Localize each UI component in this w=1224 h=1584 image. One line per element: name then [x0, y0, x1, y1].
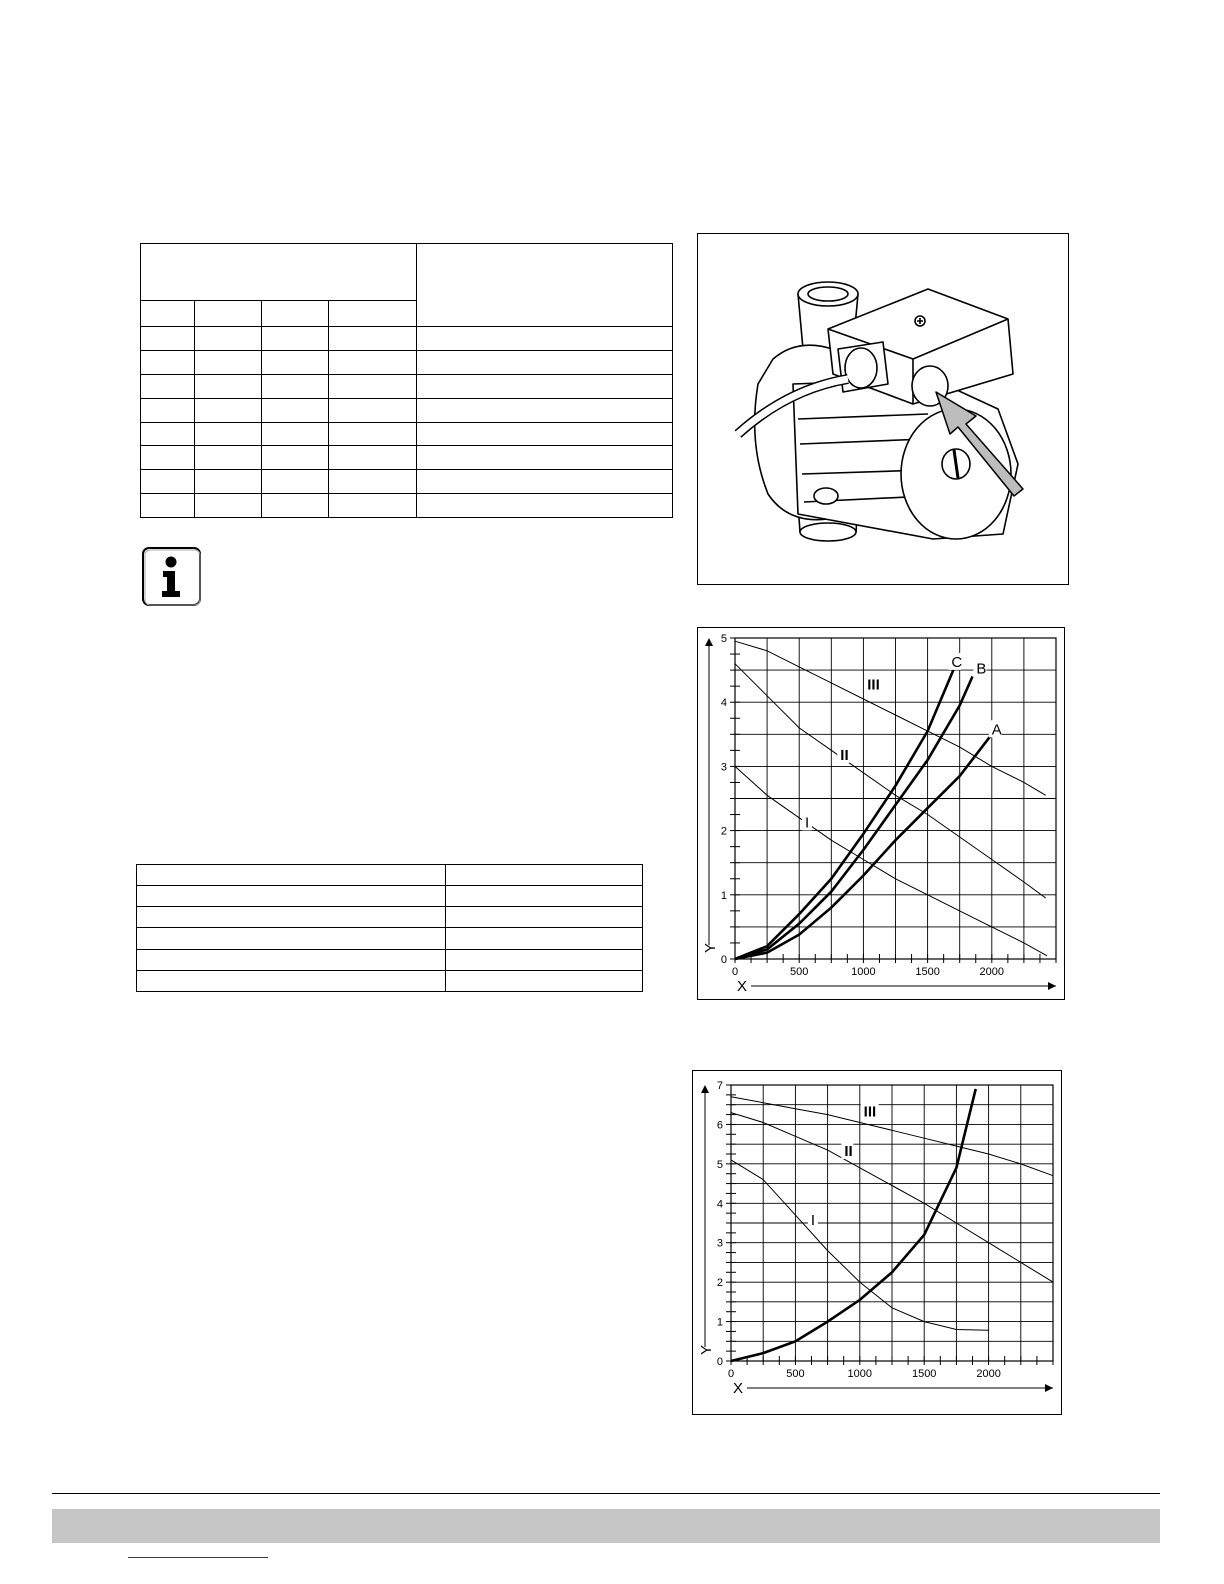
x-axis-arrowhead — [1045, 1384, 1053, 1392]
table-row — [141, 398, 673, 422]
curve-label-I: I — [804, 814, 810, 832]
table-row — [137, 928, 643, 949]
y-tick-label: 0 — [720, 954, 727, 966]
x-axis-arrowhead — [1048, 982, 1056, 990]
table-row — [141, 446, 673, 470]
y-tick-label: 1 — [720, 889, 727, 902]
pump-curve-I — [735, 766, 1047, 955]
y-tick-label: 2 — [720, 825, 727, 838]
curve-label-B: B — [976, 660, 987, 678]
y-tick-label: 5 — [716, 1158, 723, 1171]
y-tick-label: 5 — [720, 633, 727, 645]
pump-illustration — [698, 234, 1068, 584]
table-row — [137, 949, 643, 970]
table-row — [137, 865, 643, 886]
footer-bar — [52, 1509, 1160, 1543]
pump-curve-chart-1 — [698, 628, 1064, 999]
curve-label-A: A — [991, 721, 1002, 739]
x-tick-label: 1000 — [851, 966, 876, 978]
data-table — [136, 864, 643, 992]
table-row — [137, 886, 643, 907]
y-tick-label: 3 — [720, 761, 727, 774]
x-tick-label: 0 — [731, 966, 739, 978]
y-axis-arrowhead — [705, 638, 713, 646]
y-tick-label: 7 — [716, 1080, 723, 1092]
curve-label-III: III — [867, 676, 880, 694]
system-curve — [731, 1089, 976, 1361]
x-tick-label: 0 — [727, 1368, 735, 1380]
x-tick-label: 2000 — [979, 966, 1005, 978]
y-tick-label: 6 — [716, 1119, 723, 1132]
y-axis-label: Y — [702, 942, 719, 953]
footer-rule — [52, 1493, 1160, 1494]
x-tick-label: 1000 — [847, 1368, 873, 1380]
chart-frame-1 — [697, 627, 1065, 1000]
table-row — [141, 327, 673, 351]
curve-label-III: III — [863, 1103, 877, 1121]
table-row — [141, 470, 673, 494]
table-row — [141, 374, 673, 398]
pump-figure — [697, 233, 1069, 585]
footer-link-underline[interactable] — [128, 1557, 268, 1558]
x-tick-label: 500 — [786, 1368, 805, 1380]
y-tick-label: 4 — [720, 697, 727, 710]
table-row — [137, 907, 643, 928]
y-axis-arrowhead — [701, 1085, 709, 1093]
y-tick-label: 2 — [716, 1277, 723, 1290]
table-row — [141, 494, 673, 518]
curve-label-II: II — [840, 746, 849, 764]
table-subheader — [328, 301, 417, 327]
table-header-left — [141, 244, 417, 301]
y-tick-label: 4 — [716, 1198, 723, 1211]
table-row — [141, 422, 673, 446]
table-row — [137, 970, 643, 991]
curve-label-II: II — [844, 1142, 853, 1160]
y-axis-label: Y — [698, 1344, 715, 1355]
table-header-right — [417, 244, 673, 327]
y-tick-label: 0 — [716, 1356, 723, 1368]
table-row — [141, 350, 673, 374]
settings-table — [140, 243, 673, 518]
x-tick-label: 1500 — [915, 966, 940, 978]
y-tick-label: 3 — [716, 1237, 723, 1250]
table-subheader — [194, 301, 261, 327]
curve-label-C: C — [951, 653, 963, 671]
pump-curve-III — [735, 641, 1046, 795]
table-subheader — [261, 301, 328, 327]
x-axis-label: X — [733, 1380, 744, 1397]
system-curve-B — [735, 677, 973, 960]
curve-label-I: I — [810, 1211, 816, 1229]
pump-curve-chart-2 — [693, 1071, 1061, 1414]
y-tick-label: 1 — [716, 1316, 723, 1329]
x-tick-label: 500 — [790, 966, 809, 978]
chart-frame-2 — [692, 1070, 1062, 1415]
x-axis-label: X — [737, 978, 748, 995]
info-icon — [140, 545, 202, 607]
x-tick-label: 1500 — [911, 1368, 937, 1380]
x-tick-label: 2000 — [976, 1368, 1001, 1380]
table-subheader — [141, 301, 195, 327]
